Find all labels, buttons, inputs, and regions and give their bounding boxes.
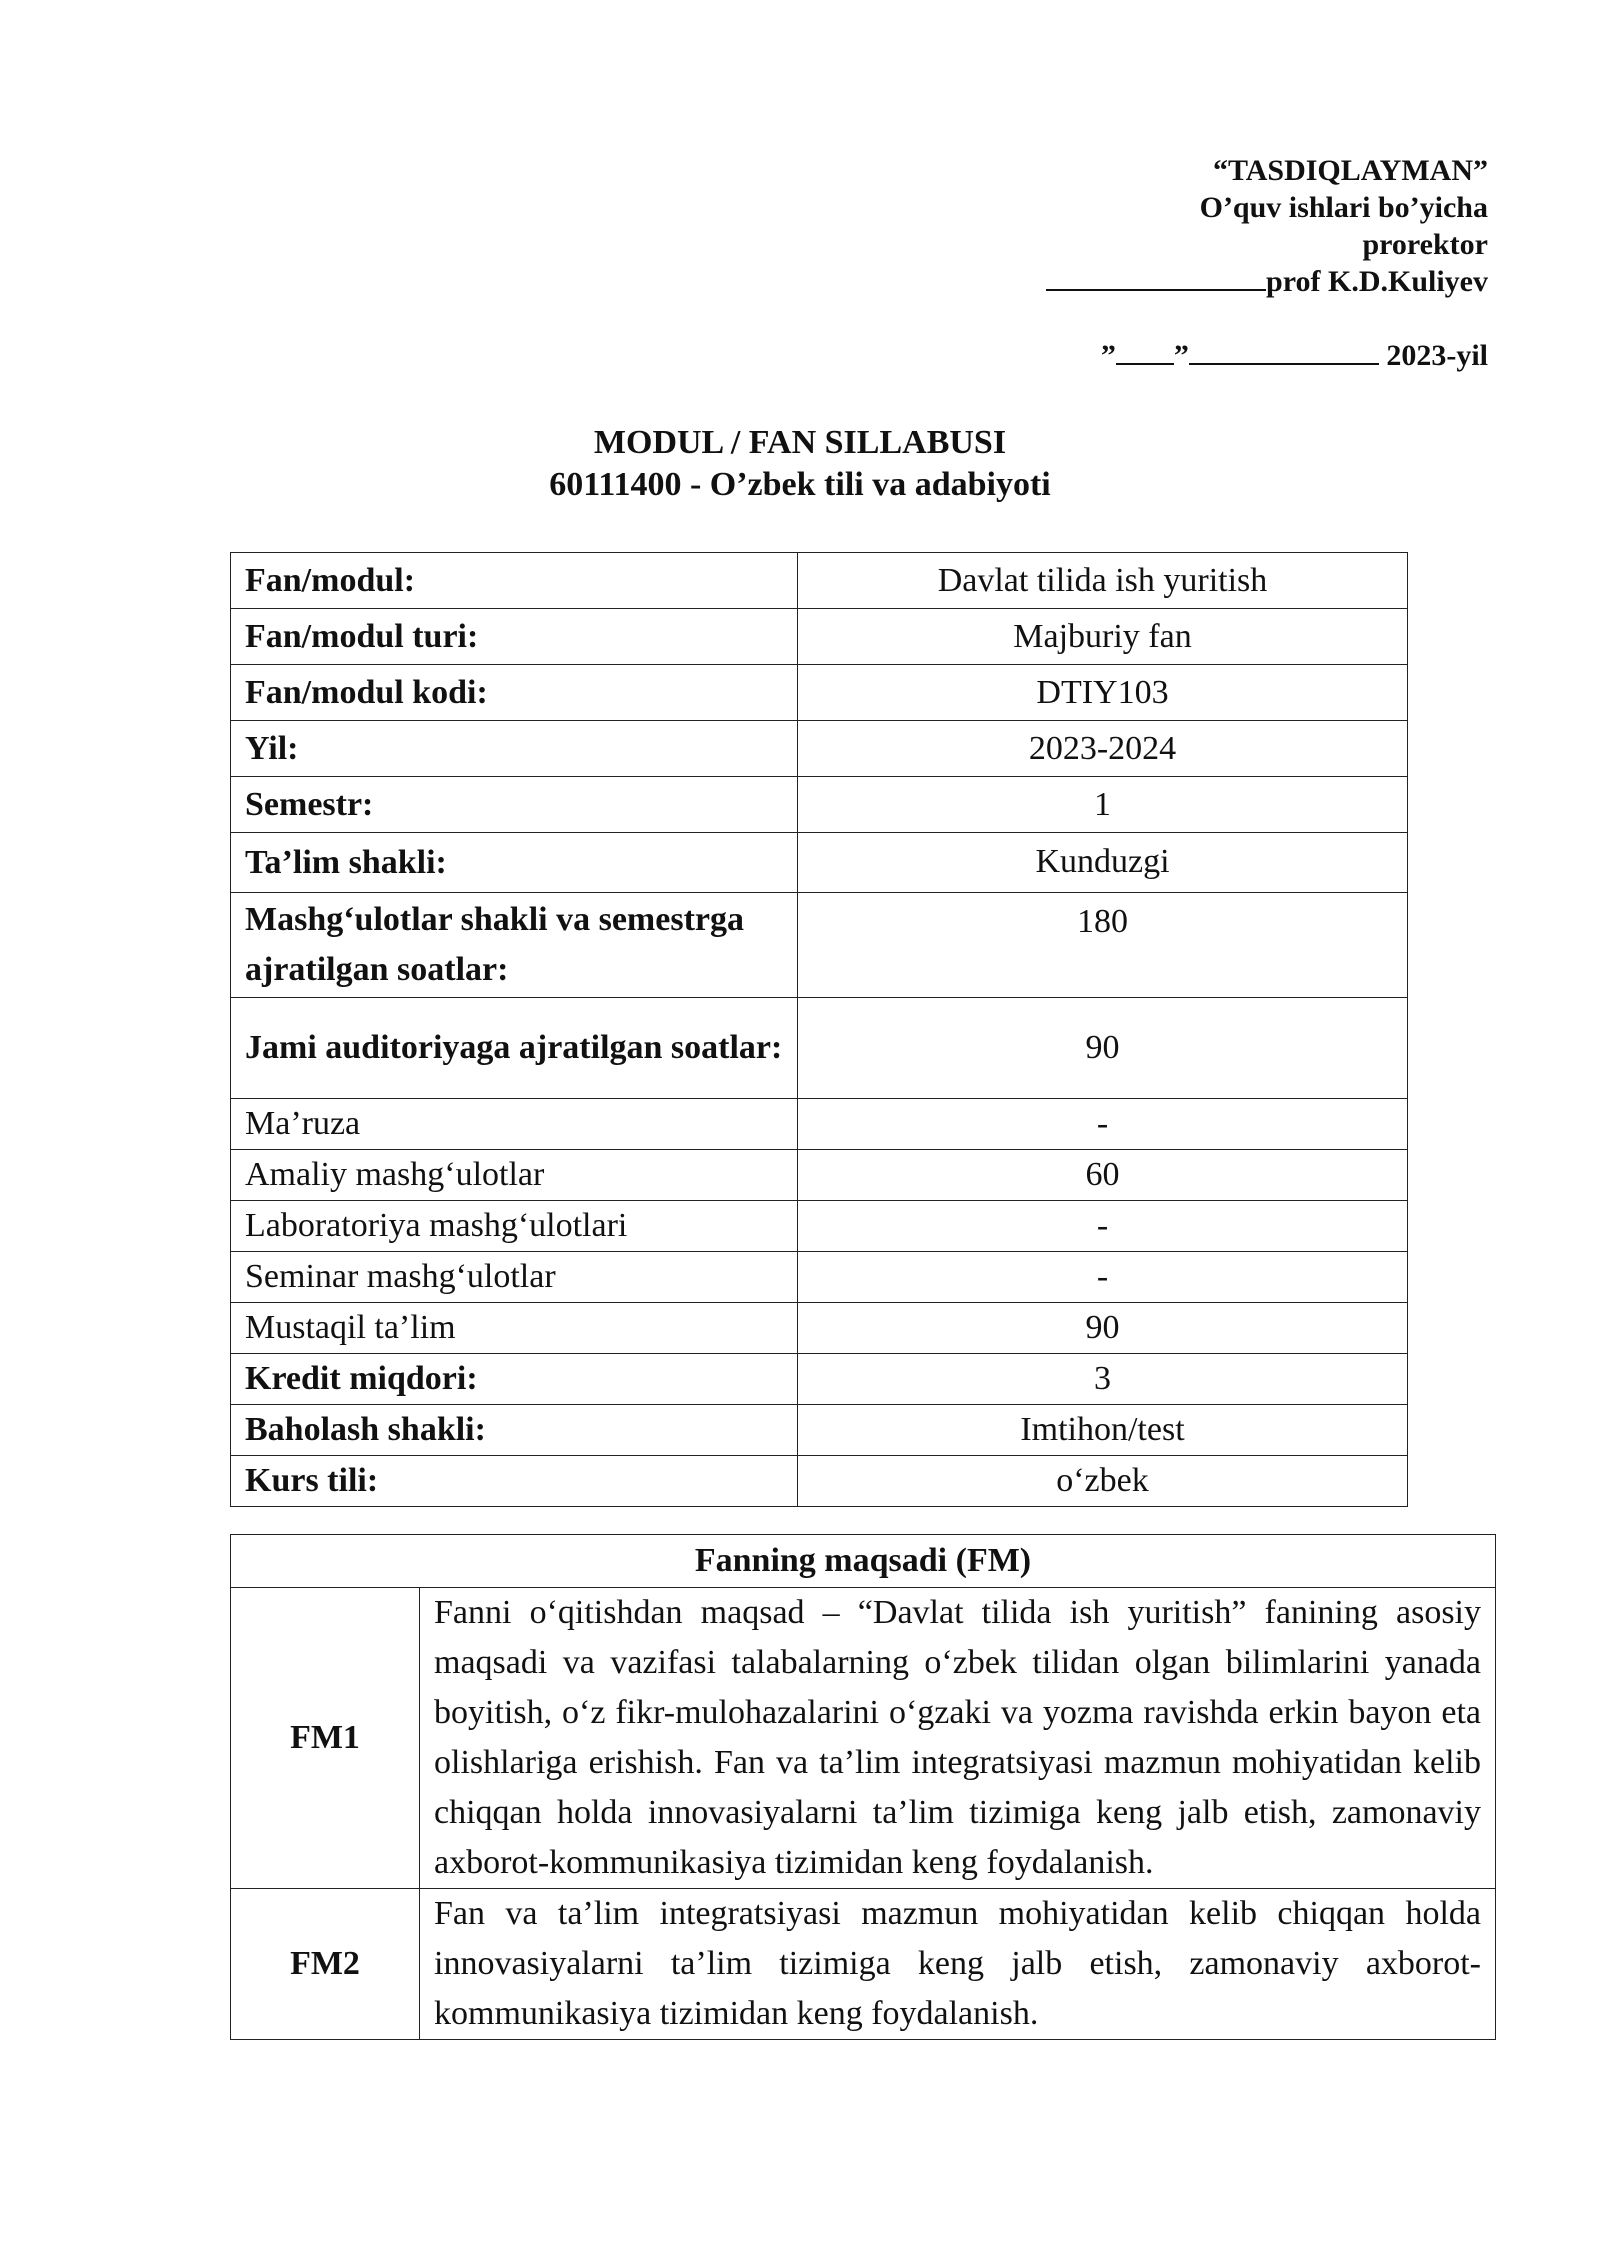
table-row xyxy=(231,609,1408,665)
field-value: Davlat tilida ish yuritish xyxy=(798,553,1408,609)
document-subtitle: 60111400 - O’zbek tili va adabiyoti xyxy=(549,466,1051,503)
date-year: 2023-yil xyxy=(1386,339,1488,372)
field-label: Ta’lim shakli: xyxy=(231,833,798,893)
field-label: Seminar mashg‘ulotlar xyxy=(231,1252,798,1303)
field-label: Fan/modul kodi: xyxy=(231,665,798,721)
field-value: Imtihon/test xyxy=(798,1405,1408,1456)
table-row xyxy=(231,553,1408,609)
signature-line xyxy=(788,263,1488,300)
table-row xyxy=(231,1588,1496,1889)
field-value: - xyxy=(798,1099,1408,1150)
field-label: Kredit miqdori: xyxy=(231,1354,798,1405)
signatory-name: prof K.D.Kuliyev xyxy=(1266,265,1488,298)
field-value: o‘zbek xyxy=(798,1456,1408,1507)
table-row xyxy=(231,1150,1408,1201)
table-row xyxy=(231,1201,1408,1252)
approval-title: “TASDIQLAYMAN” xyxy=(1212,154,1488,187)
document-title: MODUL / FAN SILLABUSI xyxy=(593,424,1007,461)
goal-code: FM2 xyxy=(231,1889,420,2040)
field-value: - xyxy=(798,1201,1408,1252)
goal-text: Fan va ta’lim integratsiyasi mazmun mohiyatidan kelib chiqqan holda innovasiyalarni ta’lim tizimiga keng jalb etish, zamonaviy axborot-kommunikasiya tizimidan keng foydalanish. xyxy=(420,1889,1496,2040)
table-row xyxy=(231,721,1408,777)
field-value: 90 xyxy=(798,1303,1408,1354)
field-label: Fan/modul: xyxy=(231,553,798,609)
field-value: 180 xyxy=(798,893,1408,998)
field-value: 3 xyxy=(798,1354,1408,1405)
approval-position-2: prorektor xyxy=(1362,228,1488,261)
field-label: Amaliy mashg‘ulotlar xyxy=(231,1150,798,1201)
field-value: 1 xyxy=(798,777,1408,833)
field-label: Yil: xyxy=(231,721,798,777)
date-close-quote: ” xyxy=(1173,339,1189,372)
goal-text: Fanni o‘qitishdan maqsad – “Davlat tilida ish yuritish” fanining asosiy maqsadi va vazifasi talabalarning o‘zbek tilidan olgan bilimlarini yanada boyitish, o‘z fikr-mulohazalarini o‘gzaki va yozma ravishda erkin bayon eta olishlariga erishish. Fan va ta’lim integratsiyasi mazmun mohiyatidan kelib chiqqan holda innovasiyalarni ta’lim tizimiga keng jalb etish, zamonaviy axborot-kommunikasiya tizimidan keng foydalanish. xyxy=(420,1588,1496,1889)
field-value: Kunduzgi xyxy=(798,833,1408,893)
table-row xyxy=(231,1889,1496,2040)
course-goals-table xyxy=(230,1534,1496,2040)
table-row xyxy=(231,777,1408,833)
goals-header: Fanning maqsadi (FM) xyxy=(231,1535,1496,1588)
document-title-block xyxy=(0,422,1600,506)
field-value: 60 xyxy=(798,1150,1408,1201)
month-blank xyxy=(1189,341,1379,365)
table-row xyxy=(231,1099,1408,1150)
field-label: Semestr: xyxy=(231,777,798,833)
table-row xyxy=(231,833,1408,893)
signature-blank xyxy=(1046,267,1266,291)
field-label: Mustaqil ta’lim xyxy=(231,1303,798,1354)
field-label: Jami auditoriyaga ajratilgan soatlar: xyxy=(231,998,798,1099)
approval-block xyxy=(788,152,1488,374)
field-value: Majburiy fan xyxy=(798,609,1408,665)
field-label: Fan/modul turi: xyxy=(231,609,798,665)
table-row xyxy=(231,893,1408,998)
approval-date xyxy=(788,337,1488,374)
table-row xyxy=(231,1354,1408,1405)
field-value: 2023-2024 xyxy=(798,721,1408,777)
table-row xyxy=(231,1405,1408,1456)
field-label: Baholash shakli: xyxy=(231,1405,798,1456)
course-info-table xyxy=(230,552,1408,1507)
table-row xyxy=(231,1456,1408,1507)
date-open-quote: ” xyxy=(1100,339,1116,372)
table-row xyxy=(231,665,1408,721)
table-row xyxy=(231,998,1408,1099)
field-value: DTIY103 xyxy=(798,665,1408,721)
table-row xyxy=(231,1535,1496,1588)
field-label: Laboratoriya mashg‘ulotlari xyxy=(231,1201,798,1252)
approval-position: O’quv ishlari bo’yicha xyxy=(1199,191,1488,224)
field-label: Kurs tili: xyxy=(231,1456,798,1507)
day-blank xyxy=(1116,341,1174,365)
field-value: 90 xyxy=(798,998,1408,1099)
table-row xyxy=(231,1303,1408,1354)
field-label: Mashg‘ulotlar shakli va semestrga ajratilgan soatlar: xyxy=(231,893,798,998)
field-value: - xyxy=(798,1252,1408,1303)
field-label: Ma’ruza xyxy=(231,1099,798,1150)
table-row xyxy=(231,1252,1408,1303)
goal-code: FM1 xyxy=(231,1588,420,1889)
